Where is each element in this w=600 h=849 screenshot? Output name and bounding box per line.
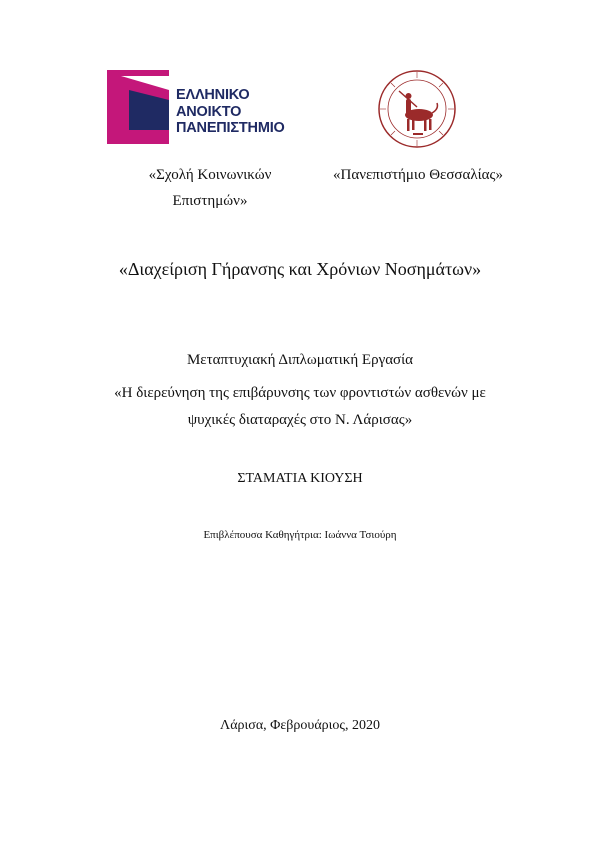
program-title: «Διαχείριση Γήρανσης και Χρόνιων Νοσημάτων» bbox=[118, 259, 482, 279]
author-name: ΣΤΑΜΑΤΙΑ ΚΙΟΥΣΗ bbox=[237, 471, 363, 486]
place-date: Λάρισα, Φεβρουάριος, 2020 bbox=[220, 718, 380, 733]
thesis-title-line2: ψυχικές διαταραχές στο Ν. Λάρισας» bbox=[187, 412, 413, 428]
eap-logo-line2: ΑΝΟΙΚΤΟ bbox=[176, 103, 242, 120]
eap-logo-line1: ΕΛΛΗΝΙΚΟ bbox=[176, 87, 250, 103]
eap-logo-line3: ΠΑΝΕΠΙΣΤΗΜΙΟ bbox=[176, 120, 285, 136]
thesis-title bbox=[60, 380, 540, 434]
thesis-type: Μεταπτυχιακή Διπλωματική Εργασία bbox=[186, 352, 414, 368]
faculty-line1: «Σχολή Κοινωνικών bbox=[148, 167, 272, 183]
eap-logo-text bbox=[176, 87, 285, 137]
university-name: «Πανεπιστήμιο Θεσσαλίας» bbox=[333, 167, 503, 183]
supervisor: Επιβλέπουσα Καθηγήτρια: Ιωάννα Τσιούρη bbox=[203, 529, 397, 541]
thesis-title-line1: «Η διερεύνηση της επιβάρυνσης των φροντιστών ασθενών με bbox=[114, 385, 486, 401]
faculty-line2: Επιστημών» bbox=[172, 193, 248, 209]
faculty-name bbox=[95, 162, 325, 214]
centaur-seal-icon bbox=[377, 69, 457, 149]
